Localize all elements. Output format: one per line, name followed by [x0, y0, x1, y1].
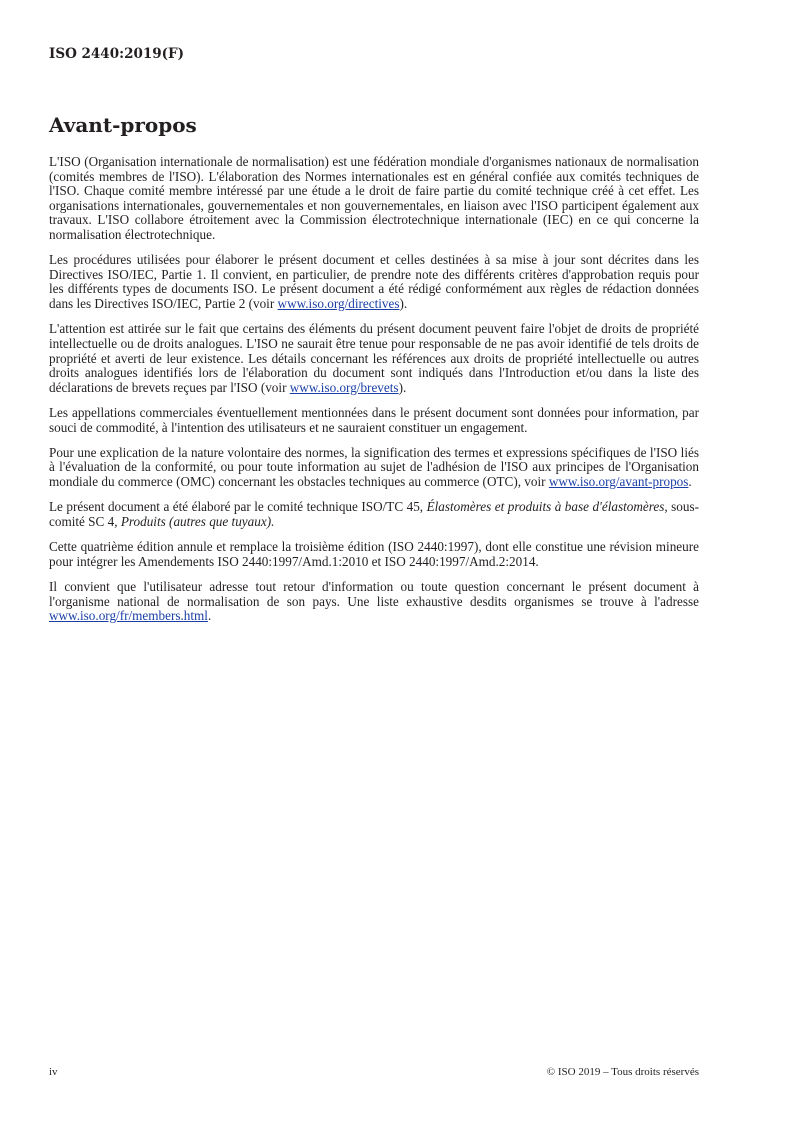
link-members[interactable]: www.iso.org/fr/members.html: [49, 608, 208, 624]
paragraph-procedures: Les procédures utilisées pour élaborer le présent document et celles destinées à sa mise à jour sont décrites dans les Directives ISO/IEC, Partie 1. Il convient, en particulier, de prendre note des différents critères d'approbation requis pour les différents types de documents ISO. Le présent document a été rédigé conformément aux règles de rédaction données dans les Directives ISO/IEC, Partie 2 (voir www.iso.org/directives).: [49, 252, 699, 312]
copyright-notice: © ISO 2019 – Tous droits réservés: [546, 1066, 699, 1078]
paragraph-committee: Le présent document a été élaboré par le comité technique ISO/TC 45, Élastomères et produits à base d'élastomères, sous-comité SC 4, Produits (autres que tuyaux).: [49, 499, 700, 529]
paragraph-iso-intro: L'ISO (Organisation internationale de normalisation) est une fédération mondiale d'organismes nationaux de normalisation (comités membres de l'ISO). L'élaboration des Normes internationales est en général confiée aux comités techniques de l'ISO. Chaque comité membre intéressé par une étude a le droit de faire partie du comité technique créé à cet effet. Les organisations internationales, gouvernementales et non gouvernementales, en liaison avec l'ISO participent également aux travaux. L'ISO collabore étroitement avec la Commission électrotechnique internationale (IEC) en ce qui concerne la normalisation électrotechnique.: [49, 154, 699, 242]
link-brevets[interactable]: www.iso.org/brevets: [289, 379, 399, 395]
link-avant-propos[interactable]: www.iso.org/avant-propos: [548, 474, 689, 490]
paragraph-edition: Cette quatrième édition annule et remplace la troisième édition (ISO 2440:1997), dont elle constitue une révision mineure pour intégrer les Amendements ISO 2440:1997/Amd.1:2010 et ISO 2440:1997/Amd.2:2014.: [49, 539, 699, 569]
section-title: Avant-propos: [49, 113, 197, 137]
paragraph-trade-names: Les appellations commerciales éventuellement mentionnées dans le présent document sont données pour information, par souci de commodité, à l'intention des utilisateurs et ne sauraient constituer un engagement.: [49, 404, 699, 435]
paragraph-feedback: Il convient que l'utilisateur adresse tout retour d'information ou toute question concernant le présent document à l'organisme national de normalisation de son pays. Une liste exhaustive desdits organismes se trouve à l'adresse www.iso.org/fr/members.html.: [49, 579, 699, 624]
page-number: iv: [49, 1066, 58, 1078]
foreword-body: [49, 155, 699, 635]
paragraph-voluntary: Pour une explication de la nature volontaire des normes, la signification des termes et expressions spécifiques de l'ISO liés à l'évaluation de la conformité, ou pour toute information au sujet de l'adhésion de l'ISO aux principes de l'Organisation mondiale du commerce (OMC) concernant les obstacles techniques au commerce (OTC), voir www.iso.org/avant-propos.: [49, 444, 699, 490]
document-identifier: ISO 2440:2019(F): [49, 46, 185, 62]
link-directives[interactable]: www.iso.org/directives: [277, 296, 400, 312]
paragraph-patents: L'attention est attirée sur le fait que certains des éléments du présent document peuvent faire l'objet de droits de propriété intellectuelle ou de droits analogues. L'ISO ne saurait être tenue pour responsable de ne pas avoir identifié de tels droits de propriété et averti de leur existence. Les détails concernant les références aux droits de propriété intellectuelle ou autres droits analogues identifiés lors de l'élaboration du document sont indiqués dans l'Introduction et/ou dans la liste des déclarations de brevets reçues par l'ISO (voir www.iso.org/brevets).: [49, 321, 699, 395]
